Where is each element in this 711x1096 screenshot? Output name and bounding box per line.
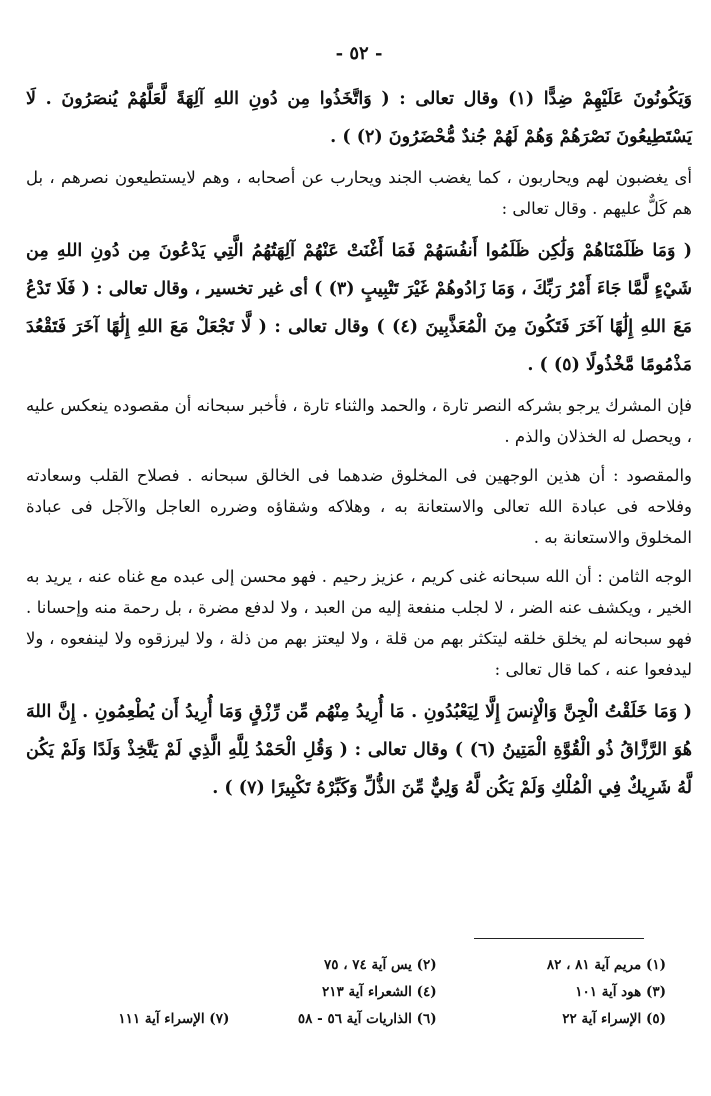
footnote-item: (٤) الشعراء آية ٢١٣ <box>322 984 437 1000</box>
paragraph-6: الوجه الثامن : أن الله سبحانه غنى كريم ، عزيز رحيم . فهو محسن إلى عبده مع غناه عنه ، يريد به الخير ، ويكشف عنه الضر ، لا لجلب منفعة إليه من العبد ، ولا لدفع مضرة ، بل رحمة منه وإحسانا . فهو سبحانه لم يخلق خلقه ليتكثر بهم من قلة ، ولا ليعتز بهم من ذلة ، ولا ليرزقوه ولا لينفعوه ، ولا ليدفعوا عنه ، كما قال تعالى : <box>26 567 692 679</box>
page-number: - ٥٢ - <box>335 43 383 64</box>
footnote-row <box>26 1006 692 1033</box>
paragraph-1: وَيَكُونُونَ عَلَيْهِمْ ضِدًّا (١) وقال تعالى : ( وَاتَّخَذُوا مِن دُونِ اللهِ آلِهَةً لَّعَلَّهُمْ يُنصَرُونَ . لَا يَسْتَطِيعُونَ نَصْرَهُمْ وَهُمْ لَهُمْ جُندٌ مُّحْضَرُونَ (٢) ) . <box>26 89 693 147</box>
footnote-item: (٣) هود آية ١٠١ <box>575 984 666 1000</box>
footnote-item: (٧) الإسراء آية ١١١ <box>118 1011 230 1027</box>
footnote-item <box>26 952 233 979</box>
footnotes <box>26 952 692 1033</box>
footnote-item: (٥) الإسراء آية ٢٢ <box>562 1011 666 1027</box>
page-body <box>26 80 692 813</box>
footnote-item: (١) مريم آية ٨١ ، ٨٢ <box>546 957 666 973</box>
paragraph-2: أى يغضبون لهم ويحاربون ، كما يغضب الجند ويحارب عن أصحابه ، وهم لايستطيعون نصرهم ، بل هم كَلٌّ عليهم . وقال تعالى : <box>26 168 692 218</box>
paragraph-7: ( وَمَا خَلَقْتُ الْجِنَّ وَالْإِنسَ إِلَّا لِيَعْبُدُونِ . مَا أُرِيدُ مِنْهُم مِّن رِّزْقٍ وَمَا أُرِيدُ أَن يُطْعِمُونِ . إِنَّ اللهَ هُوَ الرَّزَّاقُ ذُو الْقُوَّةِ الْمَتِينُ (٦) ) وقال تعالى : ( وَقُلِ الْحَمْدُ لِلَّهِ الَّذِي لَمْ يَتَّخِذْ وَلَدًا وَلَمْ يَكُن لَّهُ شَرِيكٌ فِي الْمُلْكِ وَلَمْ يَكُن لَّهُ وَلِيٌّ مِّنَ الذُّلِّ وَكَبِّرْهُ تَكْبِيرًا (٧) ) . <box>26 702 692 798</box>
paragraph-4: فإن المشرك يرجو بشركه النصر تارة ، والحمد والثناء تارة ، فأخبر سبحانه أن مقصوده ينعكس عليه ، ويحصل له الخذلان والذم . <box>26 396 692 446</box>
footnote-divider <box>474 938 644 939</box>
book-page <box>26 0 692 1096</box>
footnote-item: (٢) يس آية ٧٤ ، ٧٥ <box>324 957 437 973</box>
footnote-row <box>26 952 692 979</box>
paragraph-5: والمقصود : أن هذين الوجهين فى المخلوق ضدهما فى الخالق سبحانه . فصلاح القلب وسعادته وفلاحه فى عبادة الله تعالى والاستعانة به ، وهلاكه وشقاؤه وضرره العاجل والآجل فى عبادة المخلوق والاستعانة به . <box>26 466 692 547</box>
footnote-item <box>26 979 233 1006</box>
footnote-item: (٦) الذاريات آية ٥٦ - ٥٨ <box>297 1011 437 1027</box>
footnote-row <box>26 979 692 1006</box>
paragraph-3: ( وَمَا ظَلَمْنَاهُمْ وَلَٰكِن ظَلَمُوا أَنفُسَهُمْ فَمَا أَغْنَتْ عَنْهُمْ آلِهَتُهُمُ الَّتِي يَدْعُونَ مِن دُونِ اللهِ مِن شَيْءٍ لَّمَّا جَاءَ أَمْرُ رَبِّكَ ، وَمَا زَادُوهُمْ غَيْرَ تَتْبِيبٍ (٣) ) أى غير تخسير ، وقال تعالى : ( فَلَا تَدْعُ مَعَ اللهِ إِلَٰهًا آخَرَ فَتَكُونَ مِنَ الْمُعَذَّبِينَ (٤) ) وقال تعالى : ( لَّا تَجْعَلْ مَعَ اللهِ إِلَٰهًا آخَرَ فَتَقْعُدَ مَذْمُومًا مَّخْذُولًا (٥) ) . <box>26 241 693 375</box>
